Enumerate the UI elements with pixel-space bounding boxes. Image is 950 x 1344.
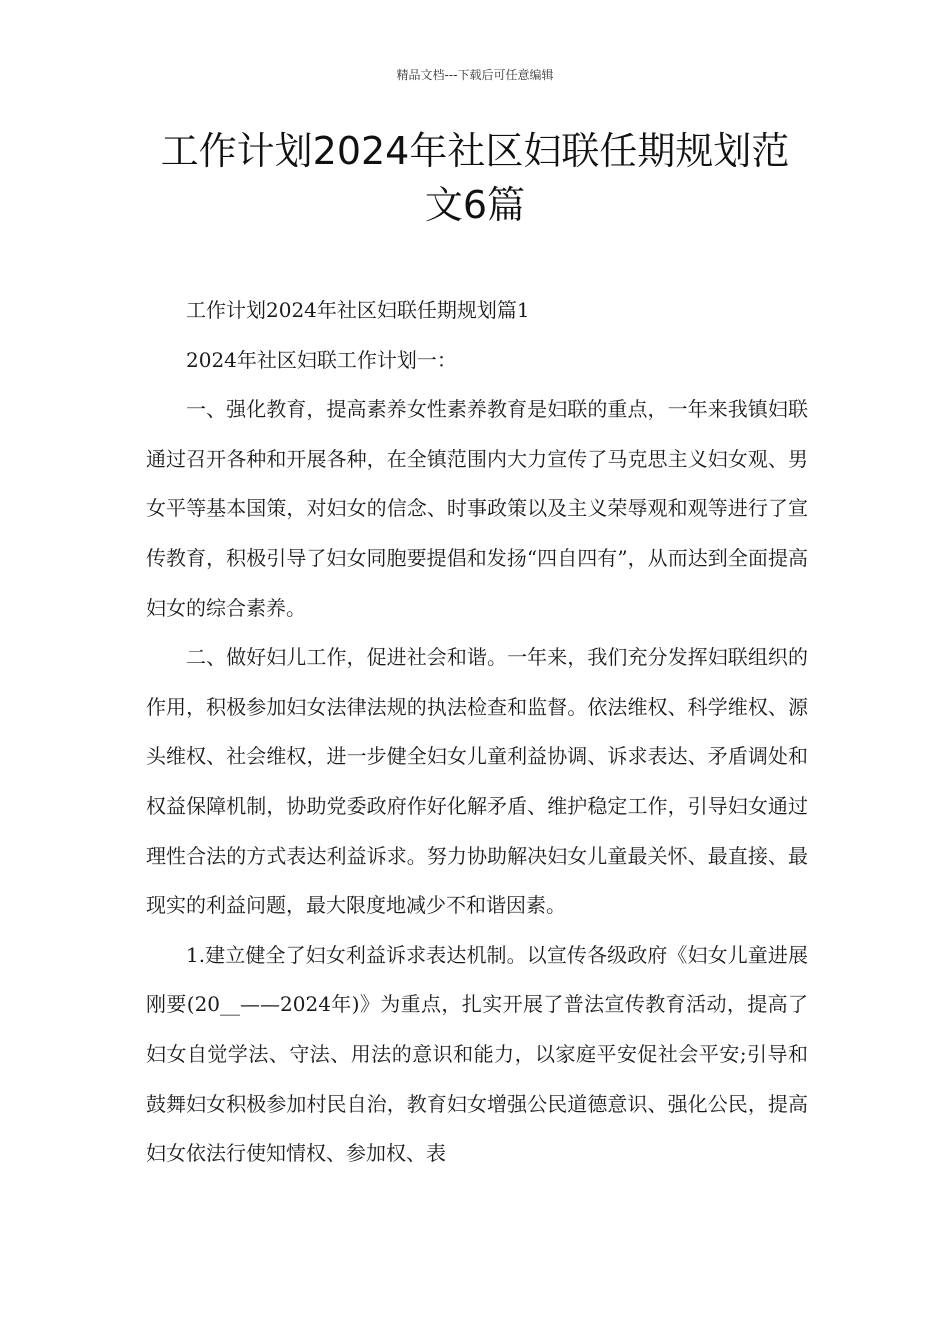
paragraph-interest-mechanism: 1.建立健全了妇女利益诉求表达机制。以宣传各级政府《妇女儿童进展刚要(20__——2024年)》为重点，扎实开展了普法宣传教育活动，提高了妇女自觉学法、守法、用法的意识和能力，以家庭平安促社会平安;引导和鼓舞妇女积极参加村民自治，教育妇女增强公民道德意识、强化公民，提高妇女依法行使知情权、参加权、表 (146, 942, 808, 1166)
title-line-2: 文6篇 (424, 183, 526, 227)
document-body (146, 286, 808, 1179)
title-line-1: 工作计划2024年社区妇联任期规划范 (160, 129, 790, 173)
page-header: 精品文档---下载后可任意编辑 (396, 68, 554, 82)
section-heading: 工作计划2024年社区妇联任期规划篇1 (186, 298, 530, 322)
plan-heading: 2024年社区妇联工作计划一： (186, 347, 457, 372)
paragraph-women-children-work: 二、做好妇儿工作，促进社会和谐。一年来，我们充分发挥妇联组织的作用，积极参加妇女法律法规的执法检查和监督。依法维权、科学维权、源头维权、社会维权，进一步健全妇女儿童利益协调、诉求表达、矛盾调处和权益保障机制，协助党委政府作好化解矛盾、维护稳定工作，引导妇女通过理性合法的方式表达利益诉求。努力协助解决妇女儿童最关怀、最直接、最现实的利益问题，最大限度地减少不和谐因素。 (146, 645, 808, 918)
paragraph-education: 一、强化教育，提高素养女性素养教育是妇联的重点，一年来我镇妇联通过召开各种和开展各种，在全镇范围内大力宣传了马克思主义妇女观、男女平等基本国策，对妇女的信念、时事政策以及主义荣辱观和观等进行了宣传教育，积极引导了妇女同胞要提倡和发扬“四自四有”，从而达到全面提高妇女的综合素养。 (146, 397, 808, 620)
document-title (120, 124, 830, 232)
